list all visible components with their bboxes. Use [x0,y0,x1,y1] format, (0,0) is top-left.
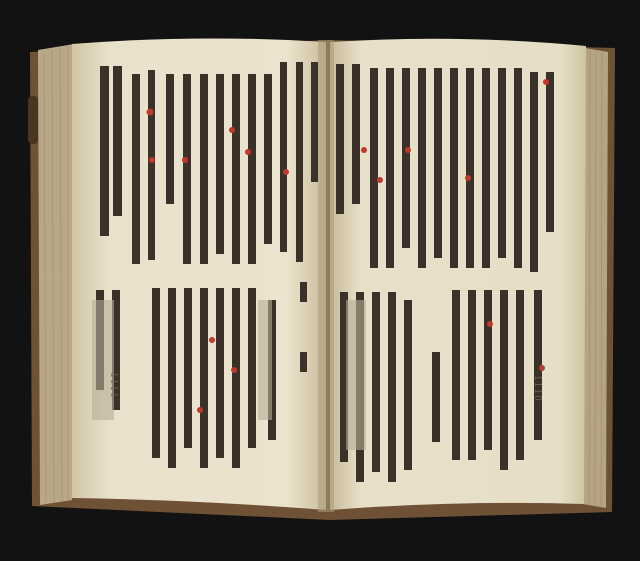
left-page-stack [38,44,74,505]
binding-strap [28,96,38,144]
right-page-number: 1110 [532,375,542,402]
left-page-number: 1111 [108,372,118,399]
gutter-shadow [318,40,334,512]
left-page [72,38,326,510]
